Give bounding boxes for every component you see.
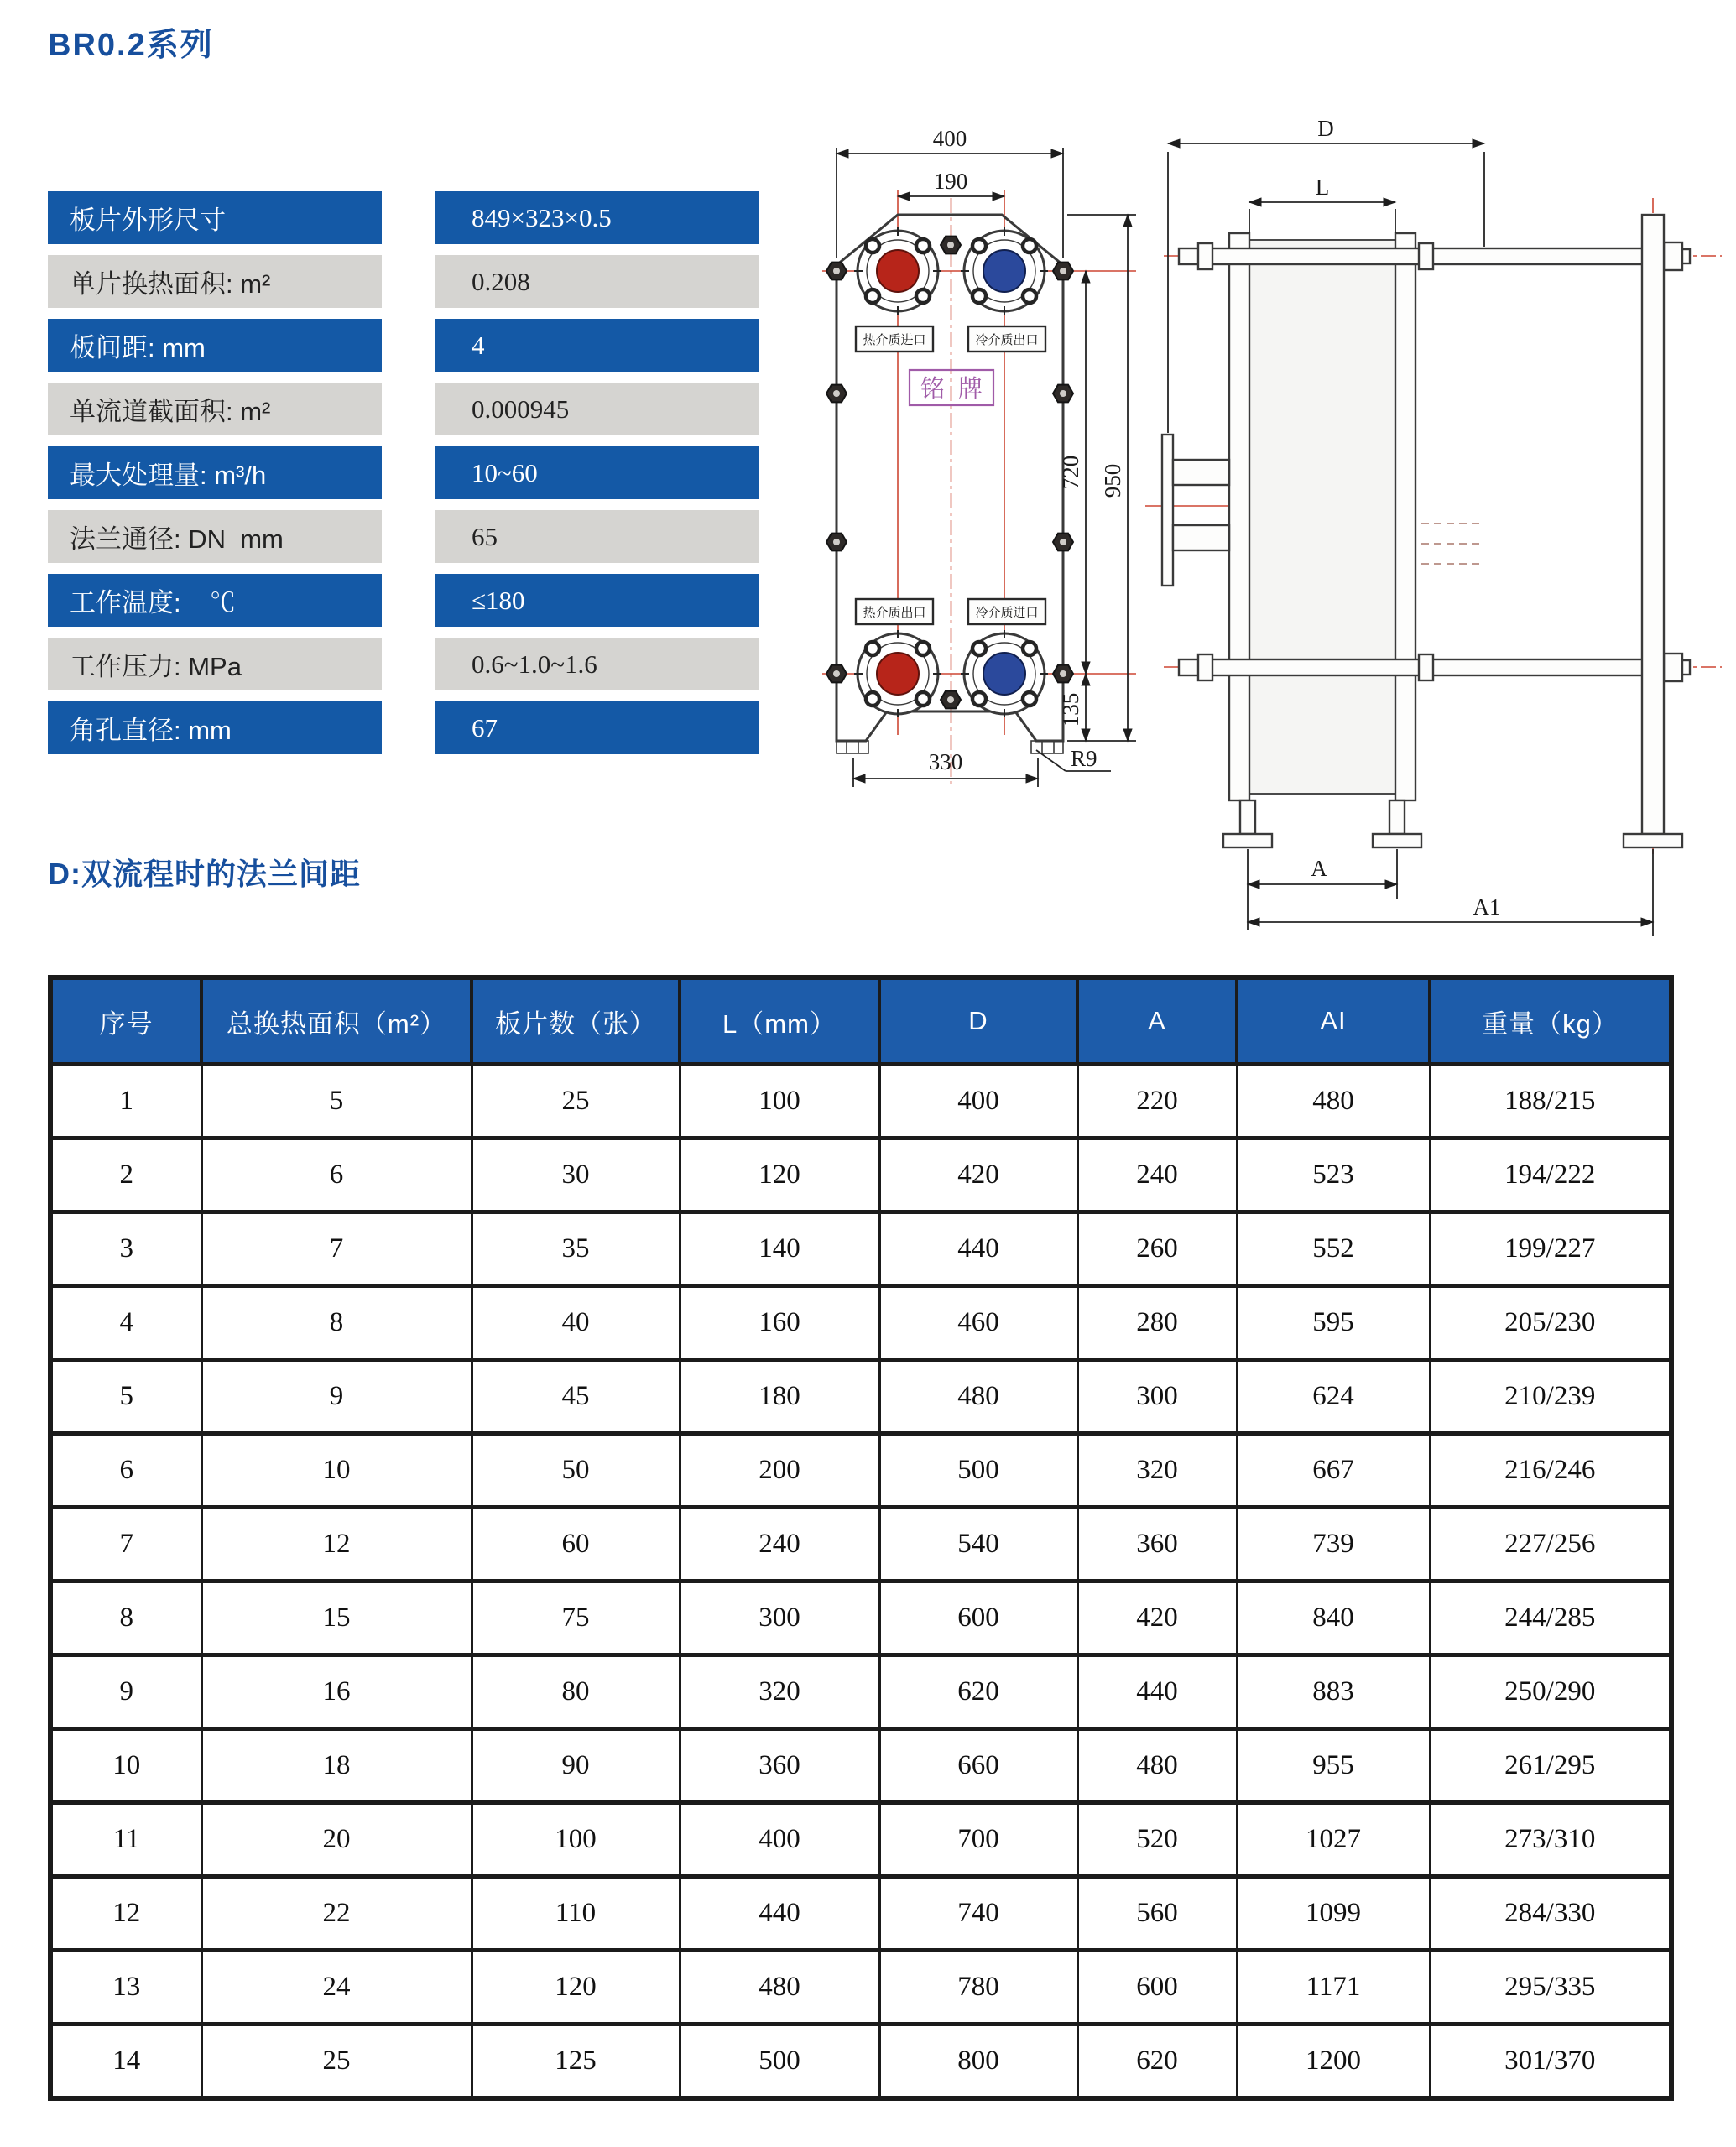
table-cell: 240 <box>680 1508 879 1582</box>
table-row <box>50 1582 1671 1655</box>
clamp-bolts <box>826 237 1073 709</box>
spec-value: 65 <box>435 510 759 563</box>
plate-pack <box>1248 240 1397 794</box>
dim-total-height <box>1100 215 1128 741</box>
table-cell: 9 <box>50 1655 201 1729</box>
table-cell: 7 <box>201 1212 472 1286</box>
table-cell: 500 <box>879 1434 1077 1508</box>
table-cell: 80 <box>472 1655 680 1729</box>
table-cell: 300 <box>1077 1360 1237 1434</box>
spec-row <box>48 574 769 627</box>
table-cell: 4 <box>50 1286 201 1360</box>
spec-row <box>48 191 769 244</box>
svg-text:热介质进口: 热介质进口 <box>863 333 926 347</box>
table-row <box>50 1360 1671 1434</box>
table-row <box>50 1508 1671 1582</box>
table-cell: 13 <box>50 1951 201 2025</box>
table-cell: 301/370 <box>1430 2025 1671 2099</box>
table-cell: 14 <box>50 2025 201 2099</box>
svg-text:A1: A1 <box>1473 894 1501 920</box>
table-cell: 280 <box>1077 1286 1237 1360</box>
table-cell: 284/330 <box>1430 1877 1671 1951</box>
spec-label: 最大处理量: m³/h <box>48 446 382 499</box>
table-cell: 400 <box>680 1803 879 1877</box>
table-cell: 480 <box>879 1360 1077 1434</box>
table-cell: 840 <box>1237 1582 1430 1655</box>
table-cell: 460 <box>879 1286 1077 1360</box>
table-cell: 883 <box>1237 1655 1430 1729</box>
column-header: D <box>879 977 1077 1065</box>
table-cell: 30 <box>472 1139 680 1212</box>
table-cell: 273/310 <box>1430 1803 1671 1877</box>
table-cell: 250/290 <box>1430 1655 1671 1729</box>
svg-text:720: 720 <box>1058 455 1083 490</box>
column-header: 总换热面积（m²） <box>201 977 472 1065</box>
table-cell: 120 <box>680 1139 879 1212</box>
port-label-top-right <box>968 326 1045 352</box>
table-cell: 500 <box>680 2025 879 2099</box>
spec-value: 849×323×0.5 <box>435 191 759 244</box>
table-cell: 780 <box>879 1951 1077 2025</box>
table-cell: 22 <box>201 1877 472 1951</box>
table-cell: 400 <box>879 1065 1077 1139</box>
svg-text:950: 950 <box>1100 463 1125 498</box>
spec-value: 0.208 <box>435 255 759 308</box>
table-cell: 140 <box>680 1212 879 1286</box>
dim-corner-radius <box>1036 746 1111 771</box>
column-header: 板片数（张） <box>472 977 680 1065</box>
table-cell: 20 <box>201 1803 472 1877</box>
column-foot <box>1624 834 1682 847</box>
table-cell: 9 <box>201 1360 472 1434</box>
svg-text:冷介质进口: 冷介质进口 <box>975 606 1039 620</box>
table-cell: 10 <box>50 1729 201 1803</box>
table-cell: 12 <box>201 1508 472 1582</box>
table-cell: 24 <box>201 1951 472 2025</box>
spec-value: ≤180 <box>435 574 759 627</box>
table-cell: 2 <box>50 1139 201 1212</box>
table-row <box>50 2025 1671 2099</box>
table-cell: 60 <box>472 1508 680 1582</box>
table-cell: 8 <box>201 1286 472 1360</box>
svg-text:热介质出口: 热介质出口 <box>863 606 926 620</box>
table-cell: 595 <box>1237 1286 1430 1360</box>
table-cell: 205/230 <box>1430 1286 1671 1360</box>
spec-label: 单流道截面积: m² <box>48 383 382 435</box>
column-header: A <box>1077 977 1237 1065</box>
column-header: L（mm） <box>680 977 879 1065</box>
spec-label: 角孔直径: mm <box>48 701 382 754</box>
table-cell: 295/335 <box>1430 1951 1671 2025</box>
table-cell: 6 <box>50 1434 201 1508</box>
dimension-table <box>48 975 1674 2101</box>
table-cell: 600 <box>1077 1951 1237 2025</box>
table-cell: 440 <box>1077 1655 1237 1729</box>
table-cell: 220 <box>1077 1065 1237 1139</box>
spec-row <box>48 701 769 754</box>
svg-text:R9: R9 <box>1071 746 1097 771</box>
spec-row <box>48 383 769 435</box>
table-cell: 25 <box>201 2025 472 2099</box>
table-cell: 110 <box>472 1877 680 1951</box>
table-cell: 261/295 <box>1430 1729 1671 1803</box>
table-cell: 240 <box>1077 1139 1237 1212</box>
table-cell: 440 <box>879 1212 1077 1286</box>
table-cell: 8 <box>50 1582 201 1655</box>
svg-text:铭牌: 铭牌 <box>920 376 997 403</box>
column-header: 序号 <box>50 977 201 1065</box>
table-cell: 5 <box>50 1360 201 1434</box>
table-cell: 75 <box>472 1582 680 1655</box>
table-cell: 600 <box>879 1582 1077 1655</box>
spec-row <box>48 255 769 308</box>
table-cell: 260 <box>1077 1212 1237 1286</box>
spec-row <box>48 510 769 563</box>
table-cell: 739 <box>1237 1508 1430 1582</box>
table-cell: 700 <box>879 1803 1077 1877</box>
table-cell: 7 <box>50 1508 201 1582</box>
table-cell: 16 <box>201 1655 472 1729</box>
table-cell: 3 <box>50 1212 201 1286</box>
column-header: 重量（kg） <box>1430 977 1671 1065</box>
dimension-table-head-row <box>50 977 1671 1065</box>
pack-legs <box>1223 800 1421 847</box>
table-cell: 955 <box>1237 1729 1430 1803</box>
table-row <box>50 1139 1671 1212</box>
table-cell: 200 <box>680 1434 879 1508</box>
svg-text:A: A <box>1311 856 1327 881</box>
table-cell: 120 <box>472 1951 680 2025</box>
table-cell: 320 <box>1077 1434 1237 1508</box>
table-row <box>50 1803 1671 1877</box>
table-cell: 800 <box>879 2025 1077 2099</box>
table-cell: 620 <box>879 1655 1077 1729</box>
note-flange-spacing: D:双流程时的法兰间距 <box>48 857 361 891</box>
spec-row <box>48 319 769 372</box>
table-row <box>50 1729 1671 1803</box>
table-cell: 300 <box>680 1582 879 1655</box>
table-cell: 180 <box>680 1360 879 1434</box>
table-row <box>50 1434 1671 1508</box>
table-cell: 320 <box>680 1655 879 1729</box>
svg-text:冷介质出口: 冷介质出口 <box>975 333 1039 347</box>
table-cell: 50 <box>472 1434 680 1508</box>
svg-text:400: 400 <box>932 126 967 151</box>
table-cell: 480 <box>680 1951 879 2025</box>
table-cell: 1099 <box>1237 1877 1430 1951</box>
table-cell: 216/246 <box>1430 1434 1671 1508</box>
support-column <box>1642 215 1664 834</box>
port-label-bottom-left <box>856 599 933 624</box>
table-row <box>50 1212 1671 1286</box>
spec-table <box>48 191 769 765</box>
spec-label: 单片换热面积: m² <box>48 255 382 308</box>
table-cell: 624 <box>1237 1360 1430 1434</box>
table-cell: 18 <box>201 1729 472 1803</box>
table-row <box>50 1286 1671 1360</box>
table-cell: 740 <box>879 1877 1077 1951</box>
port-hot-inlet <box>854 227 941 315</box>
table-cell: 100 <box>680 1065 879 1139</box>
table-cell: 523 <box>1237 1139 1430 1212</box>
dim-support-span <box>1248 849 1397 930</box>
table-cell: 360 <box>680 1729 879 1803</box>
table-cell: 667 <box>1237 1434 1430 1508</box>
table-cell: 160 <box>680 1286 879 1360</box>
table-cell: 6 <box>201 1139 472 1212</box>
table-row <box>50 1877 1671 1951</box>
table-cell: 660 <box>879 1729 1077 1803</box>
port-cold-outlet <box>961 227 1048 315</box>
table-cell: 125 <box>472 2025 680 2099</box>
table-cell: 560 <box>1077 1877 1237 1951</box>
table-row <box>50 1065 1671 1139</box>
table-cell: 210/239 <box>1430 1360 1671 1434</box>
table-cell: 45 <box>472 1360 680 1434</box>
table-cell: 1171 <box>1237 1951 1430 2025</box>
table-cell: 90 <box>472 1729 680 1803</box>
table-cell: 520 <box>1077 1803 1237 1877</box>
dim-total-span <box>1248 849 1653 936</box>
dim-pack-length <box>1249 175 1395 233</box>
table-cell: 40 <box>472 1286 680 1360</box>
technical-drawing <box>816 72 1732 953</box>
table-cell: 244/285 <box>1430 1582 1671 1655</box>
column-header: AI <box>1237 977 1430 1065</box>
spec-label: 工作温度: ℃ <box>48 574 382 627</box>
spec-label: 法兰通径: DN mm <box>48 510 382 563</box>
table-cell: 552 <box>1237 1212 1430 1286</box>
table-cell: 25 <box>472 1065 680 1139</box>
dim-bottom-width <box>853 749 1038 787</box>
table-cell: 420 <box>1077 1582 1237 1655</box>
spec-value: 10~60 <box>435 446 759 499</box>
svg-text:135: 135 <box>1058 692 1083 727</box>
table-cell: 540 <box>879 1508 1077 1582</box>
table-cell: 10 <box>201 1434 472 1508</box>
hidden-lines <box>1421 524 1480 564</box>
table-cell: 1200 <box>1237 2025 1430 2099</box>
table-cell: 15 <box>201 1582 472 1655</box>
side-flange <box>1162 435 1229 586</box>
spec-value: 4 <box>435 319 759 372</box>
table-cell: 1027 <box>1237 1803 1430 1877</box>
table-row <box>50 1655 1671 1729</box>
table-cell: 620 <box>1077 2025 1237 2099</box>
port-cold-inlet <box>961 630 1048 717</box>
table-cell: 35 <box>472 1212 680 1286</box>
side-view <box>1145 116 1722 936</box>
spec-row <box>48 446 769 499</box>
spec-label: 板间距: mm <box>48 319 382 372</box>
spec-label: 工作压力: MPa <box>48 638 382 690</box>
spec-value: 67 <box>435 701 759 754</box>
table-cell: 11 <box>50 1803 201 1877</box>
fixed-cover-plate <box>1229 233 1249 800</box>
svg-text:190: 190 <box>933 169 968 194</box>
spec-label: 板片外形尺寸 <box>48 191 382 244</box>
table-cell: 360 <box>1077 1508 1237 1582</box>
table-cell: 420 <box>879 1139 1077 1212</box>
spec-row <box>48 638 769 690</box>
page-title: BR0.2系列 <box>48 28 214 63</box>
table-cell: 188/215 <box>1430 1065 1671 1139</box>
table-cell: 440 <box>680 1877 879 1951</box>
table-cell: 12 <box>50 1877 201 1951</box>
port-label-bottom-right <box>968 599 1045 624</box>
dim-port-spacing <box>898 169 1004 196</box>
table-cell: 227/256 <box>1430 1508 1671 1582</box>
front-view <box>822 126 1136 787</box>
movable-cover-plate <box>1395 233 1415 800</box>
table-cell: 5 <box>201 1065 472 1139</box>
spec-value: 0.000945 <box>435 383 759 435</box>
port-hot-outlet <box>854 630 941 717</box>
table-row <box>50 1951 1671 2025</box>
table-cell: 480 <box>1237 1065 1430 1139</box>
dimension-table-body <box>50 1065 1671 2099</box>
spec-value: 0.6~1.0~1.6 <box>435 638 759 690</box>
table-cell: 100 <box>472 1803 680 1877</box>
svg-text:L: L <box>1315 175 1330 200</box>
table-cell: 1 <box>50 1065 201 1139</box>
table-cell: 480 <box>1077 1729 1237 1803</box>
svg-text:330: 330 <box>928 749 963 774</box>
svg-text:D: D <box>1317 116 1334 141</box>
table-cell: 194/222 <box>1430 1139 1671 1212</box>
nameplate-box <box>910 370 996 405</box>
table-cell: 199/227 <box>1430 1212 1671 1286</box>
port-label-top-left <box>856 326 933 352</box>
